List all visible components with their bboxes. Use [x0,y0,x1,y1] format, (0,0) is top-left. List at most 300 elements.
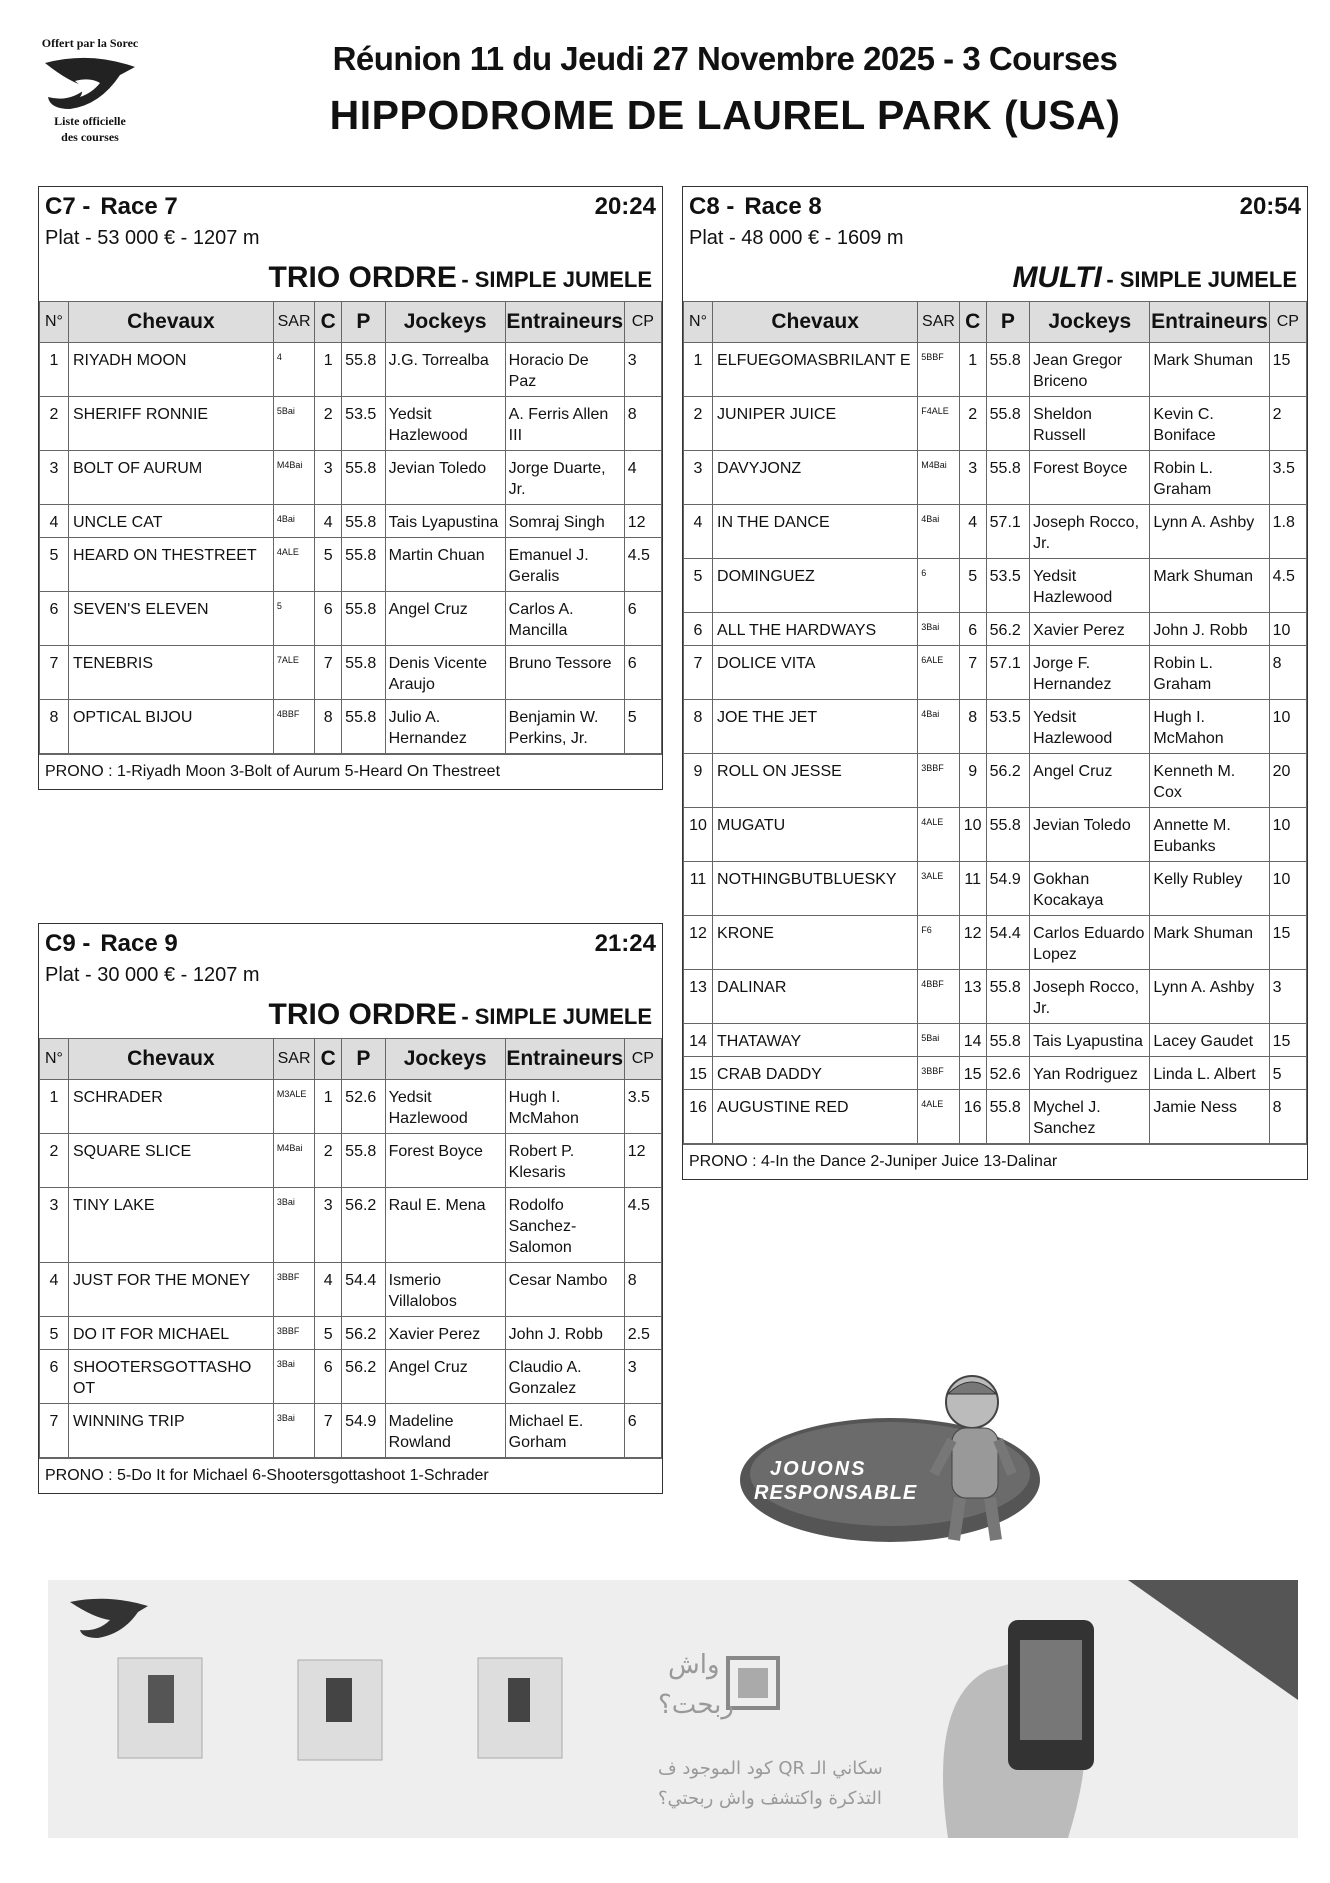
trainer-name: Emanuel J. Geralis [505,538,624,592]
horse-name: DO IT FOR MICHAEL [68,1317,273,1350]
trainer-name: Lacey Gaudet [1150,1024,1269,1057]
trainer-name: Hugh I. McMahon [505,1080,624,1134]
horse-name: RIYADH MOON [68,343,273,397]
weight: 55.8 [986,970,1030,1024]
jouons-line-1: JOUONS [770,1458,867,1480]
table-header-row [40,302,662,343]
weight: 56.2 [342,1317,385,1350]
sar-code: 5Bai [918,1024,959,1057]
runner-number: 5 [40,1317,69,1350]
jockey-name: Angel Cruz [385,1350,505,1404]
jockey-name: Yedsit Hazlewood [1030,559,1150,613]
cp-odds: 8 [1269,646,1306,700]
column-header: Entraineurs [505,302,624,343]
jockey-name: J.G. Torrealba [385,343,505,397]
horse-name: KRONE [713,916,918,970]
cp-odds: 20 [1269,754,1306,808]
trainer-name: Michael E. Gorham [505,1404,624,1458]
stall: 14 [959,1024,986,1057]
stall: 8 [315,700,342,754]
trainer-name: Rodolfo Sanchez-Salomon [505,1188,624,1263]
cp-odds: 10 [1269,613,1306,646]
runner-number: 3 [40,1188,69,1263]
horse-name: AUGUSTINE RED [713,1090,918,1144]
race-code: C8 - [689,193,735,220]
bet-types [39,996,662,1038]
table-row [40,1404,662,1458]
sar-code: 4Bai [918,700,959,754]
stall: 5 [959,559,986,613]
stall: 1 [959,343,986,397]
table-header-row [40,1039,662,1080]
runner-number: 15 [684,1057,713,1090]
table-row [40,700,662,754]
stall: 9 [959,754,986,808]
horse-name: TENEBRIS [68,646,273,700]
weight: 55.8 [342,646,385,700]
cp-odds: 2.5 [624,1317,661,1350]
stall: 1 [315,343,342,397]
weight: 54.9 [986,862,1030,916]
weight: 54.9 [342,1404,385,1458]
table-row [684,559,1307,613]
weight: 55.8 [342,700,385,754]
table-row [684,862,1307,916]
runner-number: 4 [40,505,69,538]
horse-name: NOTHINGBUTBLUESKY [713,862,918,916]
weight: 55.8 [986,1024,1030,1057]
runner-number: 2 [684,397,713,451]
sar-code: M4Bai [273,1134,314,1188]
cp-odds: 10 [1269,808,1306,862]
horse-name: JUST FOR THE MONEY [68,1263,273,1317]
cp-odds: 1.8 [1269,505,1306,559]
table-row [40,1263,662,1317]
runner-number: 5 [40,538,69,592]
cp-odds: 10 [1269,862,1306,916]
jockey-name: Joseph Rocco, Jr. [1030,970,1150,1024]
jockey-name: Madeline Rowland [385,1404,505,1458]
table-row [684,343,1307,397]
column-header: P [342,302,385,343]
table-row [40,343,662,397]
jockey-name: Xavier Perez [1030,613,1150,646]
table-row [684,1057,1307,1090]
runner-number: 4 [684,505,713,559]
column-header: CP [624,1039,661,1080]
trainer-name: Mark Shuman [1150,916,1269,970]
column-header: C [315,302,342,343]
bet-sub: - SIMPLE JUMELE [1106,267,1297,292]
trainer-name: Bruno Tessore [505,646,624,700]
race-time: 20:24 [594,193,656,220]
cp-odds: 3.5 [624,1080,661,1134]
runner-number: 6 [684,613,713,646]
trainer-name: Lynn A. Ashby [1150,505,1269,559]
horse-name: SCHRADER [68,1080,273,1134]
weight: 56.2 [342,1188,385,1263]
horse-name: SHERIFF RONNIE [68,397,273,451]
cp-odds: 6 [624,646,661,700]
horse-name: DOLICE VITA [713,646,918,700]
cp-odds: 4.5 [1269,559,1306,613]
stall: 11 [959,862,986,916]
jockey-name: Gokhan Kocakaya [1030,862,1150,916]
stall: 3 [315,451,342,505]
cp-odds: 8 [624,1263,661,1317]
trainer-name: Benjamin W. Perkins, Jr. [505,700,624,754]
table-row [684,754,1307,808]
stall: 4 [315,505,342,538]
stall: 6 [959,613,986,646]
stall: 10 [959,808,986,862]
sar-code: 4 [273,343,314,397]
runner-number: 5 [684,559,713,613]
table-row [40,397,662,451]
race-name: Race 9 [100,930,178,957]
sar-code: 5BBF [918,343,959,397]
table-row [40,505,662,538]
sar-code: 4ALE [918,808,959,862]
sar-code: 6 [918,559,959,613]
runner-number: 8 [684,700,713,754]
weight: 56.2 [986,613,1030,646]
cp-odds: 2 [1269,397,1306,451]
weight: 57.1 [986,505,1030,559]
weight: 55.8 [986,1090,1030,1144]
stall: 7 [315,1404,342,1458]
table-row [40,451,662,505]
table-row [684,451,1307,505]
stall: 4 [959,505,986,559]
weight: 55.8 [986,451,1030,505]
horse-name: SHOOTERSGOTTASHO OT [68,1350,273,1404]
weight: 55.8 [342,592,385,646]
runner-number: 12 [684,916,713,970]
weight: 55.8 [986,343,1030,397]
race-code: C7 - [45,193,91,220]
cp-odds: 15 [1269,1024,1306,1057]
prono: PRONO : 5-Do It for Michael 6-Shootersgottashoot 1-Schrader [39,1458,662,1493]
cp-odds: 6 [624,1404,661,1458]
race-card-c7 [38,186,663,790]
promo-headline-2: ربحت؟ [658,1690,734,1720]
meeting-title: Réunion 11 du Jeudi 27 Novembre 2025 - 3 Courses [332,40,1118,77]
jockey-name: Jevian Toledo [385,451,505,505]
cp-odds: 3 [624,1350,661,1404]
trainer-name: Claudio A. Gonzalez [505,1350,624,1404]
weight: 52.6 [986,1057,1030,1090]
column-header: Chevaux [68,1039,273,1080]
horse-name: OPTICAL BIJOU [68,700,273,754]
column-header: C [315,1039,342,1080]
trainer-name: A. Ferris Allen III [505,397,624,451]
horse-name: JOE THE JET [713,700,918,754]
race-name: Race 7 [100,193,178,220]
jouons-responsable-badge [690,1370,1190,1550]
table-row [684,970,1307,1024]
jockey-name: Angel Cruz [385,592,505,646]
trainer-name: Horacio De Paz [505,343,624,397]
table-header-row [684,302,1307,343]
stall: 5 [315,1317,342,1350]
weight: 56.2 [986,754,1030,808]
race-card-c9 [38,923,663,1494]
column-header: Chevaux [713,302,918,343]
bet-main: MULTI [1012,261,1102,294]
column-header: SAR [273,1039,314,1080]
column-header: N° [684,302,713,343]
jockey-name: Forest Boyce [1030,451,1150,505]
column-header: CP [1269,302,1306,343]
column-header: Chevaux [68,302,273,343]
cp-odds: 15 [1269,343,1306,397]
cp-odds: 5 [1269,1057,1306,1090]
jockey-name: Sheldon Russell [1030,397,1150,451]
stall: 4 [315,1263,342,1317]
sar-code: 3Bai [273,1404,314,1458]
weight: 55.8 [342,1134,385,1188]
stall: 7 [959,646,986,700]
horse-name: CRAB DADDY [713,1057,918,1090]
sar-code: 4ALE [273,538,314,592]
jockey-name: Julio A. Hernandez [385,700,505,754]
runners-table [39,301,662,754]
horse-name: DAVYJONZ [713,451,918,505]
bet-main: TRIO ORDRE [268,998,457,1031]
horse-name: ELFUEGOMASBRILANT E [713,343,918,397]
table-row [40,1134,662,1188]
jockey-name: Yedsit Hazlewood [1030,700,1150,754]
weight: 55.8 [342,538,385,592]
jockey-name: Joseph Rocco, Jr. [1030,505,1150,559]
horse-name: HEARD ON THESTREET [68,538,273,592]
trainer-name: Kevin C. Boniface [1150,397,1269,451]
runner-number: 3 [40,451,69,505]
runner-number: 7 [40,1404,69,1458]
stall: 8 [959,700,986,754]
runner-number: 7 [684,646,713,700]
stall: 12 [959,916,986,970]
jockey-name: Angel Cruz [1030,754,1150,808]
table-row [684,700,1307,754]
runner-number: 2 [40,397,69,451]
cp-odds: 10 [1269,700,1306,754]
sar-code: 3Bai [273,1188,314,1263]
trainer-name: Jorge Duarte, Jr. [505,451,624,505]
bet-types [683,259,1307,301]
trainer-name: Robin L. Graham [1150,451,1269,505]
weight: 55.8 [342,451,385,505]
column-header: Jockeys [1030,302,1150,343]
cp-odds: 4 [624,451,661,505]
bet-types [39,259,662,301]
weight: 53.5 [986,700,1030,754]
column-header: SAR [918,302,959,343]
logo-bottom-text-2: des courses [61,130,119,144]
trainer-name: Kenneth M. Cox [1150,754,1269,808]
weight: 56.2 [342,1350,385,1404]
jockey-name: Martin Chuan [385,538,505,592]
horse-name: TINY LAKE [68,1188,273,1263]
runner-number: 1 [40,343,69,397]
horse-name: SEVEN'S ELEVEN [68,592,273,646]
race-conditions: Plat - 53 000 € - 1207 m [45,227,260,249]
horse-name: ALL THE HARDWAYS [713,613,918,646]
trainer-name: John J. Robb [505,1317,624,1350]
promo-banner [48,1580,1298,1838]
jockey-name: Mychel J. Sanchez [1030,1090,1150,1144]
stall: 13 [959,970,986,1024]
trainer-name: Jamie Ness [1150,1090,1269,1144]
stall: 15 [959,1057,986,1090]
cp-odds: 3.5 [1269,451,1306,505]
promo-tagline-2: التذكرة واكتشف واش ربحتي؟ [658,1788,882,1809]
column-header: C [959,302,986,343]
sar-code: 4Bai [273,505,314,538]
cp-odds: 3 [1269,970,1306,1024]
jockey-name: Yedsit Hazlewood [385,397,505,451]
sar-code: F6 [918,916,959,970]
sar-code: 4ALE [918,1090,959,1144]
sar-code: 4Bai [918,505,959,559]
sar-code: 3BBF [273,1263,314,1317]
horse-name: ROLL ON JESSE [713,754,918,808]
prono: PRONO : 4-In the Dance 2-Juniper Juice 13-Dalinar [683,1144,1307,1179]
weight: 54.4 [986,916,1030,970]
jockey-name: Raul E. Mena [385,1188,505,1263]
bet-sub: - SIMPLE JUMELE [461,1004,652,1029]
trainer-name: Annette M. Eubanks [1150,808,1269,862]
trainer-name: Mark Shuman [1150,559,1269,613]
sar-code: 4BBF [273,700,314,754]
prono: PRONO : 1-Riyadh Moon 3-Bolt of Aurum 5-Heard On Thestreet [39,754,662,789]
table-row [684,1090,1307,1144]
trainer-name: Cesar Nambo [505,1263,624,1317]
horse-name: WINNING TRIP [68,1404,273,1458]
sar-code: 3BBF [918,1057,959,1090]
column-header: Jockeys [385,1039,505,1080]
logo-top-text: Offert par la Sorec [41,36,139,50]
stall: 2 [315,397,342,451]
trainer-name: Kelly Rubley [1150,862,1269,916]
race-time: 20:54 [1239,193,1301,220]
horse-name: THATAWAY [713,1024,918,1057]
runner-number: 13 [684,970,713,1024]
jockey-name: Tais Lyapustina [385,505,505,538]
table-row [684,808,1307,862]
sar-code: 3BBF [273,1317,314,1350]
weight: 52.6 [342,1080,385,1134]
race-header [39,187,662,221]
sar-code: 5Bai [273,397,314,451]
race-conditions: Plat - 30 000 € - 1207 m [45,964,260,986]
venue-title: HIPPODROME DE LAUREL PARK (USA) [329,92,1121,138]
cp-odds: 12 [624,505,661,538]
column-header: N° [40,302,69,343]
jockey-name: Carlos Eduardo Lopez [1030,916,1150,970]
cp-odds: 5 [624,700,661,754]
trainer-name: Lynn A. Ashby [1150,970,1269,1024]
horse-name: DALINAR [713,970,918,1024]
jockey-name: Ismerio Villalobos [385,1263,505,1317]
runner-number: 9 [684,754,713,808]
sar-code: 4BBF [918,970,959,1024]
weight: 53.5 [342,397,385,451]
stall: 3 [959,451,986,505]
runner-number: 16 [684,1090,713,1144]
sar-code: M3ALE [273,1080,314,1134]
runner-number: 1 [684,343,713,397]
trainer-name: Linda L. Albert [1150,1057,1269,1090]
cp-odds: 12 [624,1134,661,1188]
promo-tagline-1: سكاني الـ QR كود الموجود ف [658,1758,883,1779]
jockey-name: Jorge F. Hernandez [1030,646,1150,700]
runner-number: 6 [40,592,69,646]
runner-number: 4 [40,1263,69,1317]
runner-number: 2 [40,1134,69,1188]
promo-headline-1: واش [668,1650,720,1680]
trainer-name: Robert P. Klesaris [505,1134,624,1188]
trainer-name: John J. Robb [1150,613,1269,646]
cp-odds: 8 [624,397,661,451]
horse-name: BOLT OF AURUM [68,451,273,505]
sar-code: 3Bai [918,613,959,646]
cp-odds: 3 [624,343,661,397]
horse-name: SQUARE SLICE [68,1134,273,1188]
race-conditions: Plat - 48 000 € - 1609 m [689,227,904,249]
jockey-name: Tais Lyapustina [1030,1024,1150,1057]
column-header: Jockeys [385,302,505,343]
race-name: Race 8 [744,193,822,220]
trainer-name: Hugh I. McMahon [1150,700,1269,754]
sar-code: M4Bai [273,451,314,505]
stall: 6 [315,592,342,646]
weight: 54.4 [342,1263,385,1317]
sar-code: M4Bai [918,451,959,505]
runner-number: 10 [684,808,713,862]
weight: 55.8 [986,397,1030,451]
sar-code: F4ALE [918,397,959,451]
table-row [40,1080,662,1134]
cp-odds: 4.5 [624,1188,661,1263]
jockey-name: Jevian Toledo [1030,808,1150,862]
sar-code: 5 [273,592,314,646]
horse-name: JUNIPER JUICE [713,397,918,451]
table-row [40,1317,662,1350]
stall: 2 [315,1134,342,1188]
column-header: CP [624,302,661,343]
column-header: Entraineurs [505,1039,624,1080]
table-row [40,592,662,646]
jockey-name: Yedsit Hazlewood [385,1080,505,1134]
race-time: 21:24 [594,930,656,957]
runner-number: 14 [684,1024,713,1057]
column-header: P [342,1039,385,1080]
sar-code: 7ALE [273,646,314,700]
trainer-name: Mark Shuman [1150,343,1269,397]
jockey-name: Xavier Perez [385,1317,505,1350]
stall: 1 [315,1080,342,1134]
trainer-name: Carlos A. Mancilla [505,592,624,646]
table-row [684,505,1307,559]
cp-odds: 6 [624,592,661,646]
stall: 7 [315,646,342,700]
horse-name: IN THE DANCE [713,505,918,559]
jockey-name: Jean Gregor Briceno [1030,343,1150,397]
weight: 55.8 [342,505,385,538]
jockey-name: Forest Boyce [385,1134,505,1188]
